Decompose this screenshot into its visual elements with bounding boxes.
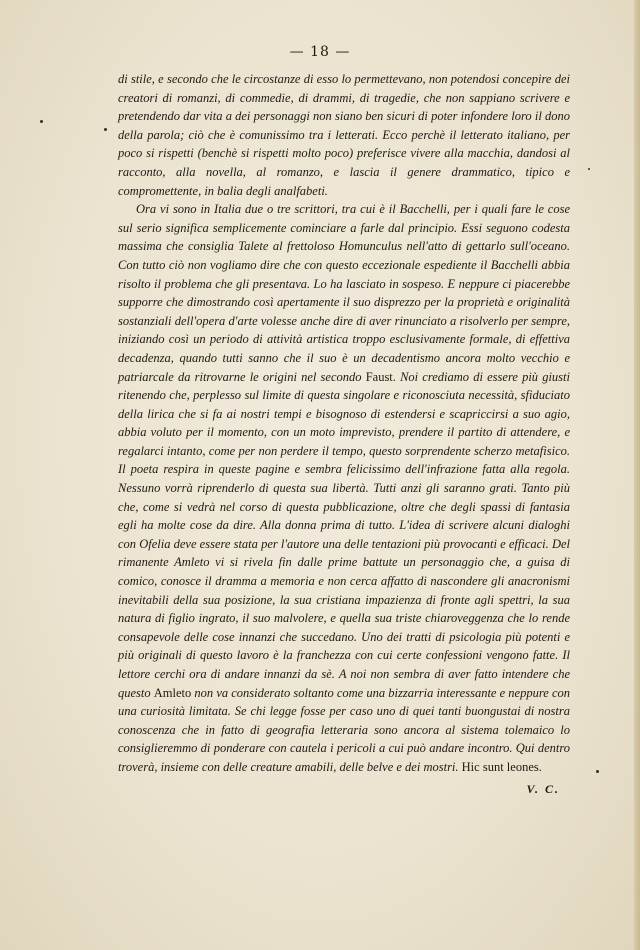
body-text: [118, 70, 570, 777]
paragraph-2-part-1: Ora vi sono in Italia due o tre scrittori, tra cui è il Bacchelli, per i quali fare le cose sul serio significa semplicemente cominciare a farle dal principio. Essi seguono codesta massima che consiglia Talete al frettoloso Homunculus nell'atto di gettarlo sull'oceano. Con tutto ciò non vogliamo dire che con questo eccezionale espediente il Bacchelli abbia risolto il problema che gli presentava. Lo ha lasciato in sospeso. E neppure ci piacerebbe supporre che dimostrando così apertamente il suo disprezzo per la proprietà e originalità sostanziali dell'opera d'arte volesse anche dire di aver rinunciato a risolverlo per sempre, iniziando così un periodo di attività artistica troppo esclusivamente formale, di effettiva decadenza, quando tutti sanno che il suo è un decadentismo ancora molto vecchio e patriarcale da ritrovarne le origini nel secondo: [118, 202, 570, 384]
page-number: — 18 —: [289, 44, 351, 60]
paragraph-1: di stile, e secondo che le circostanze di esso lo permettevano, non potendosi concepire dei creatori di romanzi, di commedie, di drammi, di tragedie, che non sappiano scrivere e pretendendo dar vita a dei personaggi non siano ben sicuri di poter infondere loro il dono della parola; ciò che è comunissimo tra i letterati. Ecco perchè il letterato italiano, per poco si rispetti (benchè si rispetti molto poco) preferisce vivere alla macchia, dandosi al racconto, alla novella, al romanzo, e lascia il genere drammatico, tipico e compromettente, in balia degli analfabeti.: [118, 72, 570, 198]
paper-speck: [596, 770, 599, 773]
signature-initials: V. C.: [526, 782, 560, 796]
paper-speck: [104, 128, 107, 131]
page-edge: [634, 0, 640, 950]
paragraph-2-part-2: Noi crediamo di essere più giusti ritenendo che, perplesso sul limite di questa singolare e riconosciuta necessità, sfiduciato della lirica che si fa ai nostri tempi e bisognoso di estendersi e scapriccirsi a suo agio, abbia voluto per il momento, con un moto imprevisto, prendere il partito di attendere, e regalarci intanto, come per non perdere il tempo, questo sorprendente scherzo metafisico. Il poeta respira in queste pagine e sembra felicissimo dell'infrazione fatta alla regola. Nessuno vorrà riprenderlo di questa sua libertà. Tutti anzi gli saranno grati. Tanto più che, come si vedrà nel corso di questa pubblicazione, oltre che degli spassi di fantasia egli ha molte cose da dire. Alla donna prima di tutto. L'idea di scrivere alcuni dialoghi con Ofelia deve essere stata per l'autore una delle tentazioni più provocanti e efficaci. Del rimanente Amleto vi si rivela fin dalle prime battute un personaggio che, a guisa di comico, conosce il dramma a memoria e non cerca affatto di nascondere gli anacronismi inevitabili della sua posizione, la sua cristiana impazienza di fronte agli spettri, la sua natura di figlio ingrato, il suo malvolere, e quella sua triste chiaroveggenza che lo rende consapevole delle cose innanzi che succedano. Uno dei tratti di psicologia più potenti e più originali di questo lavoro è la franchezza con cui certe confessioni vengono fatte. Il lettore cerchi ora di andare innanzi da sè. A noi non sembra di aver fatto intendere che questo: [118, 369, 570, 700]
paragraph-2-part-3: non va considerato soltanto come una bizzarria interessante e neppure con una curiosità limitata. Se chi legge fosse per caso uno di quei tanti buongustai di nostra conoscenza che in fatto di geografia letteraria sono ancora al sistema tolemaico lo consiglieremmo di ponderare con cautela i pericoli a cui può andare incontro. Qui dentro troverà, insieme con delle creature amabili, delle belve e dei mostri.: [118, 685, 570, 774]
closing-phrase: Hic sunt leones.: [461, 759, 542, 774]
paper-speck: [40, 120, 43, 123]
amleto-title: Amleto: [153, 685, 192, 700]
faust-title: Faust.: [365, 369, 396, 384]
paragraph-2: [118, 200, 570, 776]
paper-speck: [588, 168, 590, 170]
